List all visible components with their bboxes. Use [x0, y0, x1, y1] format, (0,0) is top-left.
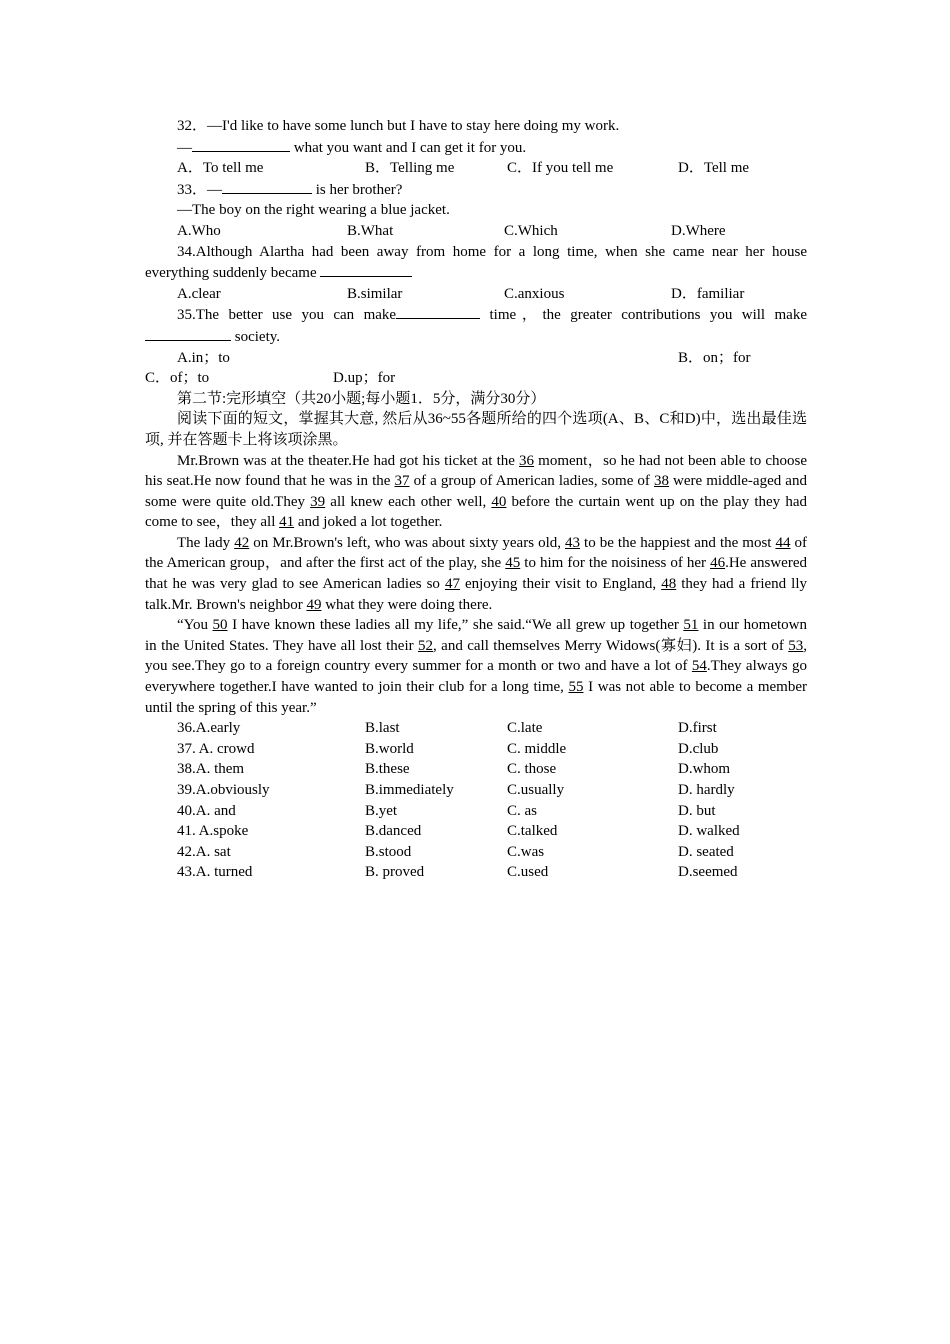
option-d[interactable]: D. walked [678, 823, 740, 840]
option-a[interactable]: 38.A. them [177, 761, 245, 778]
option-a[interactable]: A.in；to [177, 349, 230, 366]
passage-paragraph-1: Mr.Brown was at the theater.He had got his ticket at the 36 moment，so he had not been able to choose his seat.He now found that he was in the 37 of a group of American ladies, some of 38 were middle-aged and some were quite old.They 39 all knew each other well, 40 before the curtain went up on the play they had come to see，they all 41 and joked a lot together. [145, 452, 807, 531]
option-a[interactable]: 42.A. sat [177, 843, 231, 860]
blank-42[interactable]: 42 [234, 534, 250, 551]
option-b[interactable]: B.similar [347, 285, 403, 302]
blank-47[interactable]: 47 [444, 576, 460, 593]
blank-52[interactable]: 52 [418, 637, 434, 654]
q35-options [145, 348, 807, 369]
option-c[interactable]: C.used [507, 864, 549, 881]
q38-options [145, 759, 807, 780]
q40-options [145, 801, 807, 822]
option-b[interactable]: B.these [365, 761, 410, 778]
option-a[interactable]: 41. A.spoke [177, 823, 249, 840]
option-b[interactable]: B．on；for [678, 349, 751, 366]
option-a[interactable]: A．To tell me [177, 160, 264, 177]
option-c[interactable]: C.Which [504, 222, 558, 239]
q35-options-row2 [145, 368, 807, 389]
option-b[interactable]: B.stood [365, 843, 412, 860]
option-d[interactable]: D．Tell me [678, 160, 750, 177]
option-a[interactable]: 40.A. and [177, 802, 236, 819]
blank-48[interactable]: 48 [661, 576, 677, 593]
option-b[interactable]: B.immediately [365, 782, 454, 798]
blank-36[interactable]: 36 [519, 452, 535, 469]
option-d[interactable]: D.club [678, 740, 719, 757]
option-d[interactable]: D. seated [678, 843, 734, 860]
q32-reply: — what you want and I can get it for you. [145, 137, 807, 159]
blank-45[interactable]: 45 [505, 555, 521, 572]
option-c[interactable]: C．of；to [145, 370, 210, 387]
blank-46[interactable]: 46 [710, 555, 726, 572]
option-b[interactable]: B.danced [365, 823, 422, 840]
option-c[interactable]: C.talked [507, 823, 558, 840]
blank-40[interactable]: 40 [491, 493, 507, 510]
blank-39[interactable]: 39 [310, 493, 326, 510]
option-b[interactable]: B.world [365, 740, 414, 757]
blank-37[interactable]: 37 [394, 473, 410, 490]
option-b[interactable]: B.What [347, 222, 394, 239]
q34-options [145, 284, 807, 305]
blank-51[interactable]: 51 [683, 617, 699, 634]
option-d[interactable]: D.up；for [333, 370, 396, 387]
blank-54[interactable]: 54 [691, 658, 707, 675]
section-instruction: 阅读下面的短文，掌握其大意, 然后从36~55各题所给的四个选项(A、B、C和D)中，选出最佳选项, 并在答题卡上将该项涂黑。 [145, 411, 807, 448]
option-b[interactable]: B.yet [365, 802, 398, 819]
option-a[interactable]: A.Who [177, 222, 221, 239]
option-d[interactable]: D.seemed [678, 864, 738, 881]
option-c[interactable]: C.late [507, 720, 543, 737]
blank-38[interactable]: 38 [653, 473, 669, 490]
option-b[interactable]: B．Telling me [365, 160, 455, 177]
blank-53[interactable]: 53 [788, 637, 804, 654]
option-d[interactable]: D.Where [671, 222, 726, 239]
q37-options [145, 739, 807, 760]
passage-paragraph-3: “You 50 I have known these ladies all my life,” she said.“We all grew up together 51 in our hometown in the United States. They have all lost their 52, and call themselves Merry Widows(寡妇). It is a sort of 53, you see.They go to a foreign country every summer for a month or two and have a lot of 54.They always go everywhere together.I have wanted to join their club for a long time, 55 I was not able to become a member until the spring of this year.” [145, 617, 807, 716]
q32-stem: 32．—I'd like to have some lunch but I have to stay here doing my work. [177, 118, 620, 134]
blank-41[interactable]: 41 [279, 514, 295, 531]
option-b[interactable]: B. proved [365, 864, 425, 881]
q33-options [145, 221, 807, 242]
option-c[interactable]: C.anxious [504, 285, 565, 302]
option-c[interactable]: C. middle [507, 740, 567, 757]
option-c[interactable]: C. those [507, 761, 557, 778]
q42-options [145, 842, 807, 863]
q34-stem: 34.Although Alartha had been away from home for a long time, when she came near her house everything suddenly became [145, 243, 807, 282]
q32-options [145, 158, 807, 179]
option-d[interactable]: D. hardly [678, 782, 735, 798]
option-c[interactable]: C. as [507, 802, 537, 819]
option-d[interactable]: D．familiar [671, 285, 745, 302]
option-a[interactable]: 43.A. turned [177, 864, 253, 881]
option-d[interactable]: D.first [678, 720, 717, 737]
option-c[interactable]: C．If you tell me [507, 160, 614, 177]
option-c[interactable]: C.was [507, 843, 545, 860]
q39-options [145, 780, 807, 801]
q43-options [145, 862, 807, 883]
option-c[interactable]: C.usually [507, 782, 565, 798]
blank-43[interactable]: 43 [565, 534, 581, 551]
option-a[interactable]: 37. A. crowd [177, 740, 255, 757]
option-d[interactable]: D. but [678, 802, 716, 819]
blank-55[interactable]: 55 [568, 679, 584, 696]
blank-50[interactable]: 50 [212, 617, 228, 634]
q36-options [145, 718, 807, 739]
q33-stem: 33．— is her brother? [145, 179, 807, 201]
q35-stem: 35.The better use you can make time，the greater contributions you will make society. [145, 304, 807, 347]
passage-paragraph-2: The lady 42 on Mr.Brown's left, who was about sixty years old, 43 to be the happiest and the most 44 of the American group，and after the first act of the play, she 45 to him for the noisiness of her 46.He answered that he was very glad to see American ladies so 47 enjoying their visit to England, 48 they had a friend lly talk.Mr. Brown's neighbor 49 what they were doing there. [145, 534, 808, 613]
section-title: 第二节:完形填空（共20小题;每小题1．5分，满分30分） [177, 390, 546, 407]
q41-options [145, 821, 807, 842]
blank-49[interactable]: 49 [306, 596, 322, 613]
option-a[interactable]: 39.A.obviously [177, 782, 270, 798]
option-d[interactable]: D.whom [678, 761, 731, 778]
blank-44[interactable]: 44 [775, 534, 791, 551]
exam-page [145, 116, 807, 883]
option-b[interactable]: B.last [365, 720, 400, 737]
option-a[interactable]: 36.A.early [177, 720, 241, 737]
option-a[interactable]: A.clear [177, 285, 221, 302]
q33-reply: —The boy on the right wearing a blue jacket. [177, 202, 450, 219]
